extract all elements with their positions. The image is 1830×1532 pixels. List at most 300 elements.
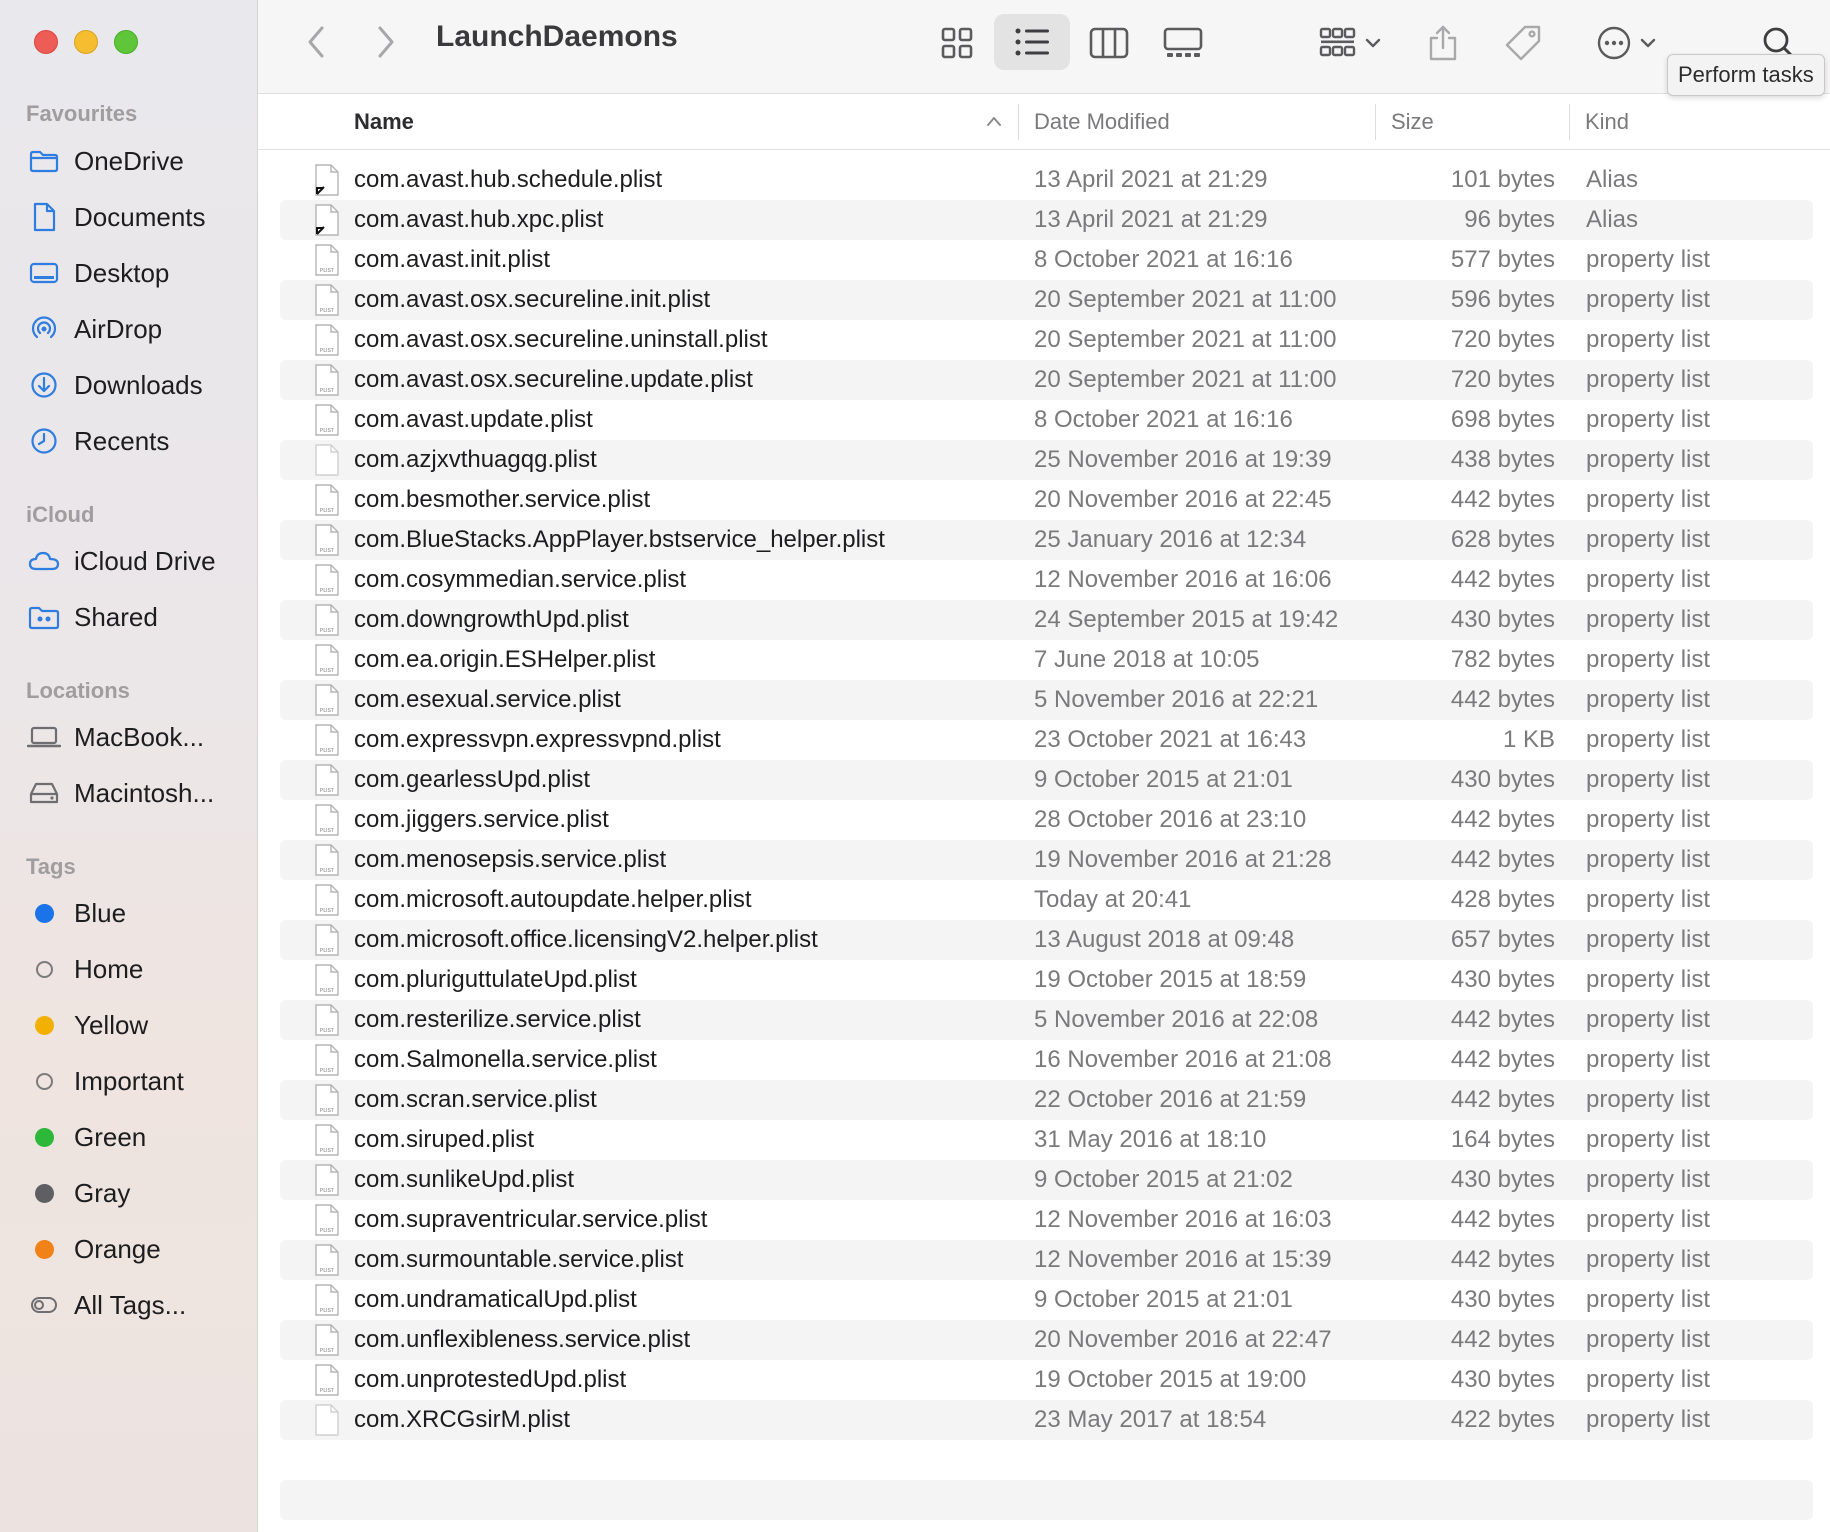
file-date-modified: 7 June 2018 at 10:05	[1034, 646, 1260, 673]
sidebar-item-macintosh[interactable]	[26, 770, 214, 816]
file-kind: Alias	[1586, 206, 1639, 233]
fullscreen-window-button[interactable]	[114, 30, 138, 54]
tag-color-icon	[35, 1240, 54, 1259]
chevron-left-icon	[306, 25, 326, 59]
file-row[interactable]	[280, 840, 1813, 880]
toolbar	[258, 0, 1830, 94]
svg-text:PLIST: PLIST	[320, 1188, 334, 1194]
file-name: com.avast.osx.secureline.update.plist	[354, 366, 753, 393]
file-name: com.supraventricular.service.plist	[354, 1206, 708, 1233]
file-date-modified: 25 January 2016 at 12:34	[1034, 526, 1307, 553]
svg-text:PLIST: PLIST	[320, 588, 334, 594]
sidebar-section-favourites[interactable]: Favourites	[26, 101, 138, 126]
plist-file-icon	[314, 1324, 340, 1356]
plist-file-icon	[314, 1044, 340, 1076]
file-kind: property list	[1586, 766, 1711, 793]
file-row[interactable]	[280, 160, 1813, 200]
file-kind: Alias	[1586, 166, 1639, 193]
sidebar-item-recents[interactable]	[26, 418, 169, 464]
file-kind: property list	[1586, 806, 1711, 833]
column-date-header[interactable]	[1034, 94, 1374, 149]
sidebar-tag-label: Green	[74, 1121, 147, 1152]
sidebar-tag-yellow[interactable]	[26, 1002, 148, 1048]
svg-text:PLIST: PLIST	[320, 748, 334, 754]
file-name: com.ea.origin.ESHelper.plist	[354, 646, 656, 673]
file-kind: property list	[1586, 1166, 1711, 1193]
plist-file-icon	[314, 1124, 340, 1156]
file-size: 442 bytes	[1450, 1326, 1555, 1353]
file-size: 428 bytes	[1450, 886, 1555, 913]
file-size: 430 bytes	[1450, 606, 1555, 633]
tag-color-icon	[35, 1128, 54, 1147]
file-date-modified: 12 November 2016 at 16:06	[1034, 566, 1332, 593]
file-row[interactable]	[280, 920, 1813, 960]
cloud-icon	[26, 546, 62, 576]
file-date-modified: 12 November 2016 at 15:39	[1034, 1246, 1332, 1273]
sidebar-tag-label: Important	[74, 1065, 184, 1096]
svg-text:PLIST: PLIST	[320, 428, 334, 434]
file-date-modified: 8 October 2021 at 16:16	[1034, 406, 1293, 433]
file-row[interactable]	[280, 1040, 1813, 1080]
clock-icon	[26, 426, 62, 456]
tag-button[interactable]	[1498, 18, 1548, 68]
svg-text:PLIST: PLIST	[320, 1348, 334, 1354]
file-row[interactable]	[280, 1400, 1813, 1440]
folder-icon	[26, 146, 62, 176]
file-name: com.esexual.service.plist	[354, 686, 621, 713]
plist-file-icon	[314, 804, 340, 836]
file-name: com.surmountable.service.plist	[354, 1246, 684, 1273]
file-date-modified: 19 October 2015 at 18:59	[1034, 966, 1307, 993]
file-kind: property list	[1586, 966, 1711, 993]
file-date-modified: 8 October 2021 at 16:16	[1034, 246, 1293, 273]
file-date-modified: 25 November 2016 at 19:39	[1034, 446, 1332, 473]
file-name: com.microsoft.office.licensingV2.helper.plist	[354, 926, 818, 953]
plist-file-icon	[314, 604, 340, 636]
file-row[interactable]	[280, 960, 1813, 1000]
file-kind: property list	[1586, 366, 1711, 393]
file-name: com.resterilize.service.plist	[354, 1006, 641, 1033]
column-header	[258, 94, 1830, 150]
file-kind: property list	[1586, 1286, 1711, 1313]
svg-text:PLIST: PLIST	[320, 388, 334, 394]
column-divider[interactable]	[1018, 104, 1019, 140]
document-icon	[26, 202, 62, 232]
file-row[interactable]	[280, 1160, 1813, 1200]
action-menu-button[interactable]	[1584, 18, 1668, 68]
file-size: 442 bytes	[1450, 846, 1555, 873]
svg-text:PLIST: PLIST	[320, 668, 334, 674]
file-kind: property list	[1586, 446, 1711, 473]
file-name: com.downgrowthUpd.plist	[354, 606, 629, 633]
sidebar-item-onedrive[interactable]	[26, 138, 184, 184]
file-row[interactable]	[280, 440, 1813, 480]
sidebar-item-desktop[interactable]	[26, 250, 169, 296]
plist-file-icon	[314, 1084, 340, 1116]
file-row[interactable]	[280, 280, 1813, 320]
file-date-modified: 9 October 2015 at 21:01	[1034, 1286, 1293, 1313]
sidebar-item-label: Desktop	[74, 257, 170, 288]
file-kind: property list	[1586, 1126, 1711, 1153]
svg-text:PLIST: PLIST	[320, 308, 334, 314]
more-icon	[1596, 25, 1632, 61]
forward-button[interactable]	[368, 22, 404, 62]
sidebar-section-icloud[interactable]: iCloud	[26, 502, 95, 527]
file-row[interactable]	[280, 560, 1813, 600]
sidebar-tag-important[interactable]	[26, 1058, 184, 1104]
file-kind: property list	[1586, 1406, 1711, 1433]
file-kind: property list	[1586, 926, 1711, 953]
svg-text:PLIST: PLIST	[320, 1068, 334, 1074]
svg-text:PLIST: PLIST	[320, 1388, 334, 1394]
file-kind: property list	[1586, 606, 1711, 633]
plist-file-icon	[314, 364, 340, 396]
file-date-modified: 19 October 2015 at 19:00	[1034, 1366, 1307, 1393]
file-kind: property list	[1586, 246, 1711, 273]
file-date-modified: 5 November 2016 at 22:21	[1034, 686, 1319, 713]
file-size: 657 bytes	[1450, 926, 1555, 953]
file-row[interactable]	[280, 320, 1813, 360]
group-icon	[1319, 27, 1357, 59]
file-size: 1 KB	[1502, 726, 1555, 753]
file-date-modified: 20 September 2021 at 11:00	[1034, 366, 1337, 393]
file-size: 422 bytes	[1450, 1406, 1555, 1433]
plist-file-icon	[314, 1004, 340, 1036]
plist-file-icon	[314, 684, 340, 716]
sidebar-item-label: Recents	[74, 425, 170, 456]
file-name: com.avast.update.plist	[354, 406, 593, 433]
file-name: com.undramaticalUpd.plist	[354, 1286, 637, 1313]
plist-file-icon	[314, 764, 340, 796]
file-name: com.unflexibleness.service.plist	[354, 1326, 691, 1353]
empty-row	[280, 1480, 1813, 1520]
column-divider[interactable]	[1375, 104, 1376, 140]
close-window-button[interactable]	[34, 30, 58, 54]
sidebar-tag-label: All Tags...	[74, 1289, 187, 1320]
file-name: com.sunlikeUpd.plist	[354, 1166, 575, 1193]
file-name: com.pluriguttulateUpd.plist	[354, 966, 637, 993]
plist-file-icon	[314, 724, 340, 756]
tag-color-icon	[35, 1016, 54, 1035]
file-size: 442 bytes	[1450, 1206, 1555, 1233]
svg-text:PLIST: PLIST	[320, 1228, 334, 1234]
file-date-modified: 13 April 2021 at 21:29	[1034, 206, 1268, 233]
plist-file-icon	[314, 404, 340, 436]
chevron-down-icon	[1640, 37, 1656, 49]
file-size: 698 bytes	[1450, 406, 1555, 433]
sidebar-section-locations[interactable]: Locations	[26, 678, 130, 703]
sidebar-tag-blue[interactable]	[26, 890, 126, 936]
file-kind: property list	[1586, 1006, 1711, 1033]
file-kind: property list	[1586, 886, 1711, 913]
share-icon	[1427, 24, 1459, 62]
file-size: 430 bytes	[1450, 766, 1555, 793]
file-row[interactable]	[280, 800, 1813, 840]
file-row[interactable]	[280, 640, 1813, 680]
plist-file-icon	[314, 324, 340, 356]
svg-text:PLIST: PLIST	[320, 1108, 334, 1114]
file-kind: property list	[1586, 286, 1711, 313]
plist-file-icon	[314, 844, 340, 876]
file-row[interactable]	[280, 1240, 1813, 1280]
column-name-header[interactable]	[354, 94, 1054, 149]
file-date-modified: 20 September 2021 at 11:00	[1034, 286, 1337, 313]
svg-text:PLIST: PLIST	[320, 828, 334, 834]
file-size: 430 bytes	[1450, 1366, 1555, 1393]
file-date-modified: 20 November 2016 at 22:47	[1034, 1326, 1332, 1353]
file-name: com.avast.osx.secureline.uninstall.plist	[354, 326, 768, 353]
file-date-modified: 20 September 2021 at 11:00	[1034, 326, 1337, 353]
svg-text:PLIST: PLIST	[320, 548, 334, 554]
svg-text:PLIST: PLIST	[320, 708, 334, 714]
file-date-modified: Today at 20:41	[1034, 886, 1192, 913]
sidebar-tag-home[interactable]	[26, 946, 143, 992]
file-name: com.microsoft.autoupdate.helper.plist	[354, 886, 752, 913]
file-date-modified: 13 August 2018 at 09:48	[1034, 926, 1295, 953]
tooltip: Perform tasks	[1667, 54, 1825, 96]
file-row[interactable]	[280, 240, 1813, 280]
sidebar-item-icloud-drive[interactable]	[26, 538, 216, 584]
svg-text:PLIST: PLIST	[320, 348, 334, 354]
tag-empty-icon	[36, 961, 53, 978]
svg-text:PLIST: PLIST	[320, 1308, 334, 1314]
desktop-icon	[26, 258, 62, 288]
file-row[interactable]	[280, 720, 1813, 760]
file-name: com.besmother.service.plist	[354, 486, 651, 513]
file-size: 164 bytes	[1450, 1126, 1555, 1153]
gallery-view-button[interactable]	[1148, 18, 1218, 68]
file-kind: property list	[1586, 686, 1711, 713]
file-kind: property list	[1586, 486, 1711, 513]
gallery-view-icon	[1163, 27, 1203, 59]
file-name: com.cosymmedian.service.plist	[354, 566, 687, 593]
blank-file-icon	[314, 444, 340, 476]
file-date-modified: 24 September 2015 at 19:42	[1034, 606, 1339, 633]
tag-icon	[1504, 24, 1542, 62]
file-name: com.azjxvthuagqg.plist	[354, 446, 597, 473]
alias-file-icon	[314, 204, 340, 236]
sidebar-tag-all-tags[interactable]	[26, 1282, 186, 1328]
column-date-label: Date Modified	[1034, 108, 1170, 134]
file-size: 442 bytes	[1450, 1246, 1555, 1273]
minimize-window-button[interactable]	[74, 30, 98, 54]
sort-ascending-icon	[985, 115, 1003, 127]
file-kind: property list	[1586, 646, 1711, 673]
list-view-button[interactable]	[994, 14, 1070, 70]
sidebar-tag-green[interactable]	[26, 1114, 146, 1160]
file-row[interactable]	[280, 600, 1813, 640]
file-date-modified: 20 November 2016 at 22:45	[1034, 486, 1332, 513]
file-date-modified: 28 October 2016 at 23:10	[1034, 806, 1307, 833]
file-date-modified: 5 November 2016 at 22:08	[1034, 1006, 1319, 1033]
svg-text:PLIST: PLIST	[320, 508, 334, 514]
list-view-icon	[1014, 27, 1050, 57]
svg-text:PLIST: PLIST	[320, 268, 334, 274]
file-date-modified: 13 April 2021 at 21:29	[1034, 166, 1268, 193]
sidebar-item-label: Macintosh...	[74, 777, 215, 808]
file-row[interactable]	[280, 360, 1813, 400]
file-name: com.unprotestedUpd.plist	[354, 1366, 627, 1393]
file-size: 577 bytes	[1450, 246, 1555, 273]
file-kind: property list	[1586, 1046, 1711, 1073]
file-kind: property list	[1586, 846, 1711, 873]
sidebar-section-tags[interactable]: Tags	[26, 854, 76, 879]
file-row[interactable]	[280, 1280, 1813, 1320]
tag-empty-icon	[36, 1073, 53, 1090]
sidebar-tag-label: Orange	[74, 1233, 161, 1264]
airdrop-icon	[26, 314, 62, 344]
sidebar	[0, 0, 258, 1532]
file-size: 782 bytes	[1450, 646, 1555, 673]
svg-text:PLIST: PLIST	[320, 788, 334, 794]
file-size: 720 bytes	[1450, 366, 1555, 393]
file-size: 442 bytes	[1450, 486, 1555, 513]
file-date-modified: 31 May 2016 at 18:10	[1034, 1126, 1267, 1153]
sidebar-item-label: Documents	[74, 201, 206, 232]
chevron-down-icon	[1365, 37, 1381, 49]
group-by-button[interactable]	[1308, 18, 1392, 68]
sidebar-item-label: Shared	[74, 601, 158, 632]
file-row[interactable]	[280, 520, 1813, 560]
column-size-label: Size	[1391, 108, 1434, 134]
file-name: com.jiggers.service.plist	[354, 806, 609, 833]
file-date-modified: 23 October 2021 at 16:43	[1034, 726, 1307, 753]
plist-file-icon	[314, 1284, 340, 1316]
file-name: com.menosepsis.service.plist	[354, 846, 667, 873]
file-date-modified: 9 October 2015 at 21:02	[1034, 1166, 1293, 1193]
tag-color-icon	[35, 904, 54, 923]
sidebar-item-shared[interactable]	[26, 594, 158, 640]
svg-text:PLIST: PLIST	[320, 868, 334, 874]
file-row[interactable]	[280, 1000, 1813, 1040]
file-name: com.siruped.plist	[354, 1126, 535, 1153]
downloads-icon	[26, 370, 62, 400]
file-name: com.avast.hub.xpc.plist	[354, 206, 604, 233]
svg-text:PLIST: PLIST	[320, 1028, 334, 1034]
file-name: com.BlueStacks.AppPlayer.bstservice_helper.plist	[354, 526, 885, 553]
svg-text:PLIST: PLIST	[320, 948, 334, 954]
column-size-header[interactable]	[1391, 94, 1571, 149]
icon-view-button[interactable]	[922, 18, 992, 68]
file-size: 430 bytes	[1450, 1286, 1555, 1313]
window-title: LaunchDaemons	[436, 20, 678, 53]
shared-folder-icon	[26, 602, 62, 632]
file-date-modified: 23 May 2017 at 18:54	[1034, 1406, 1267, 1433]
sidebar-item-airdrop[interactable]	[26, 306, 162, 352]
file-row[interactable]	[280, 400, 1813, 440]
file-date-modified: 12 November 2016 at 16:03	[1034, 1206, 1332, 1233]
plist-file-icon	[314, 484, 340, 516]
column-name-label: Name	[354, 108, 414, 134]
file-date-modified: 19 November 2016 at 21:28	[1034, 846, 1332, 873]
file-kind: property list	[1586, 726, 1711, 753]
file-kind: property list	[1586, 526, 1711, 553]
file-row[interactable]	[280, 480, 1813, 520]
all-tags-icon	[30, 1295, 58, 1315]
sidebar-item-macbook[interactable]	[26, 714, 204, 760]
sidebar-item-label: Downloads	[74, 369, 203, 400]
file-row[interactable]	[280, 1120, 1813, 1160]
file-list	[280, 160, 1813, 1440]
file-name: com.avast.osx.secureline.init.plist	[354, 286, 711, 313]
file-name: com.expressvpn.expressvpnd.plist	[354, 726, 721, 753]
chevron-right-icon	[376, 25, 396, 59]
sidebar-tag-label: Yellow	[74, 1009, 149, 1040]
file-size: 430 bytes	[1450, 966, 1555, 993]
svg-text:PLIST: PLIST	[320, 908, 334, 914]
tag-color-icon	[35, 1184, 54, 1203]
file-kind: property list	[1586, 1366, 1711, 1393]
file-name: com.scran.service.plist	[354, 1086, 597, 1113]
sidebar-item-label: OneDrive	[74, 145, 184, 176]
plist-file-icon	[314, 644, 340, 676]
file-date-modified: 16 November 2016 at 21:08	[1034, 1046, 1332, 1073]
sidebar-item-label: AirDrop	[74, 313, 163, 344]
file-row[interactable]	[280, 680, 1813, 720]
file-name: com.XRCGsirM.plist	[354, 1406, 571, 1433]
file-size: 442 bytes	[1450, 1086, 1555, 1113]
blank-file-icon	[314, 1404, 340, 1436]
sidebar-item-downloads[interactable]	[26, 362, 203, 408]
sidebar-tag-orange[interactable]	[26, 1226, 161, 1272]
column-kind-header[interactable]	[1585, 94, 1805, 149]
file-row[interactable]	[280, 1360, 1813, 1400]
file-kind: property list	[1586, 406, 1711, 433]
file-size: 438 bytes	[1450, 446, 1555, 473]
share-button[interactable]	[1418, 16, 1468, 70]
plist-file-icon	[314, 564, 340, 596]
svg-text:PLIST: PLIST	[320, 988, 334, 994]
file-row[interactable]	[280, 1080, 1813, 1120]
file-size: 101 bytes	[1450, 166, 1555, 193]
svg-text:PLIST: PLIST	[320, 628, 334, 634]
column-divider[interactable]	[1569, 104, 1570, 140]
svg-text:PLIST: PLIST	[320, 1148, 334, 1154]
file-size: 430 bytes	[1450, 1166, 1555, 1193]
file-size: 442 bytes	[1450, 1046, 1555, 1073]
sidebar-tag-gray[interactable]	[26, 1170, 130, 1216]
plist-file-icon	[314, 244, 340, 276]
file-size: 442 bytes	[1450, 1006, 1555, 1033]
file-kind: property list	[1586, 1086, 1711, 1113]
disk-icon	[26, 778, 62, 808]
column-view-button[interactable]	[1074, 18, 1144, 68]
file-row[interactable]	[280, 760, 1813, 800]
file-kind: property list	[1586, 1206, 1711, 1233]
plist-file-icon	[314, 1364, 340, 1396]
file-size: 596 bytes	[1450, 286, 1555, 313]
plist-file-icon	[314, 524, 340, 556]
file-size: 442 bytes	[1450, 686, 1555, 713]
sidebar-item-label: iCloud Drive	[74, 545, 216, 576]
file-row[interactable]	[280, 200, 1813, 240]
back-button[interactable]	[298, 22, 334, 62]
column-kind-label: Kind	[1585, 108, 1630, 134]
sidebar-tag-label: Blue	[74, 897, 127, 928]
svg-text:PLIST: PLIST	[320, 1268, 334, 1274]
file-date-modified: 9 October 2015 at 21:01	[1034, 766, 1293, 793]
sidebar-tag-label: Gray	[74, 1177, 131, 1208]
file-size: 628 bytes	[1450, 526, 1555, 553]
file-size: 442 bytes	[1450, 806, 1555, 833]
file-name: com.avast.init.plist	[354, 246, 551, 273]
sidebar-item-documents[interactable]	[26, 194, 206, 240]
file-row[interactable]	[280, 1200, 1813, 1240]
file-row[interactable]	[280, 1320, 1813, 1360]
file-row[interactable]	[280, 880, 1813, 920]
laptop-icon	[26, 722, 62, 752]
sidebar-item-label: MacBook...	[74, 721, 205, 752]
